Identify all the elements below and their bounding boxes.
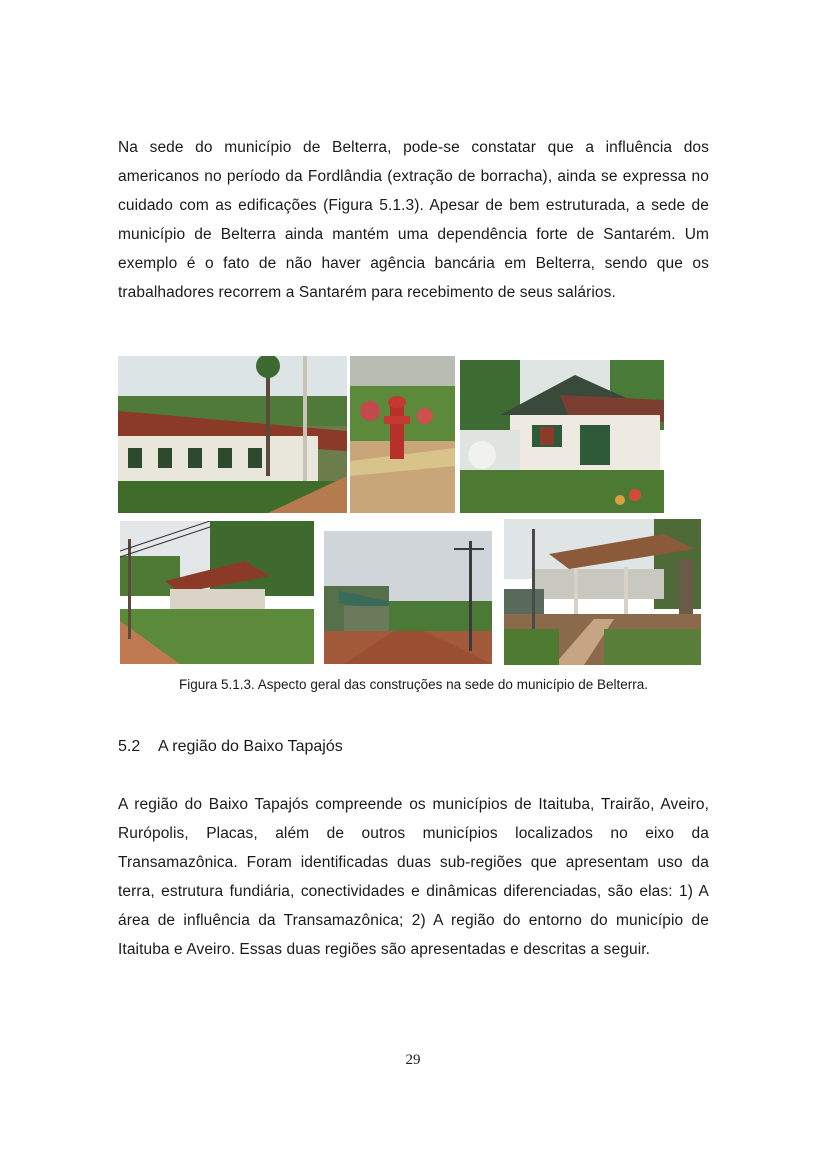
photo-street (324, 531, 492, 664)
page-number: 29 (405, 1052, 421, 1068)
figure-caption: Figura 5.1.3. Aspecto geral das construções na sede do município de Belterra. (178, 677, 649, 692)
section-heading (118, 738, 343, 756)
section-number: 5.2 (118, 738, 141, 755)
photo-garden-building (120, 521, 314, 664)
photo-fire-hydrant (350, 356, 455, 513)
photo-white-house (460, 360, 664, 513)
body-paragraph-1: Na sede do município de Belterra, pode-se constatar que a influência dos americanos no período da Fordlândia (extração de borracha), ainda se expressa no cuidado com as edificações (Figura 5.1.3). Apesar de bem estruturada, a sede de município de Belterra ainda mantém uma dependência forte de Santarém. Um exemplo é o fato de não haver agência bancária em Belterra, sendo que os trabalhadores recorrem a Santarém para recebimento de seus salários. (118, 139, 709, 301)
photo-pavilion (504, 519, 701, 665)
section-title: A região do Baixo Tapajós (158, 738, 343, 755)
photo-long-building (118, 356, 347, 513)
body-paragraph-2: A região do Baixo Tapajós compreende os municípios de Itaituba, Trairão, Aveiro, Rurópolis, Placas, além de outros municípios localizados no eixo da Transamazônica. Foram identificadas duas sub-regiões que apresentam uso da terra, estrutura fundiária, conectividades e dinâmicas diferenciadas, são elas: 1) A área de influência da Transamazônica; 2) A região do entorno do município de Itaituba e Aveiro. Essas duas regiões são apresentadas e descritas a seguir. (118, 796, 709, 958)
